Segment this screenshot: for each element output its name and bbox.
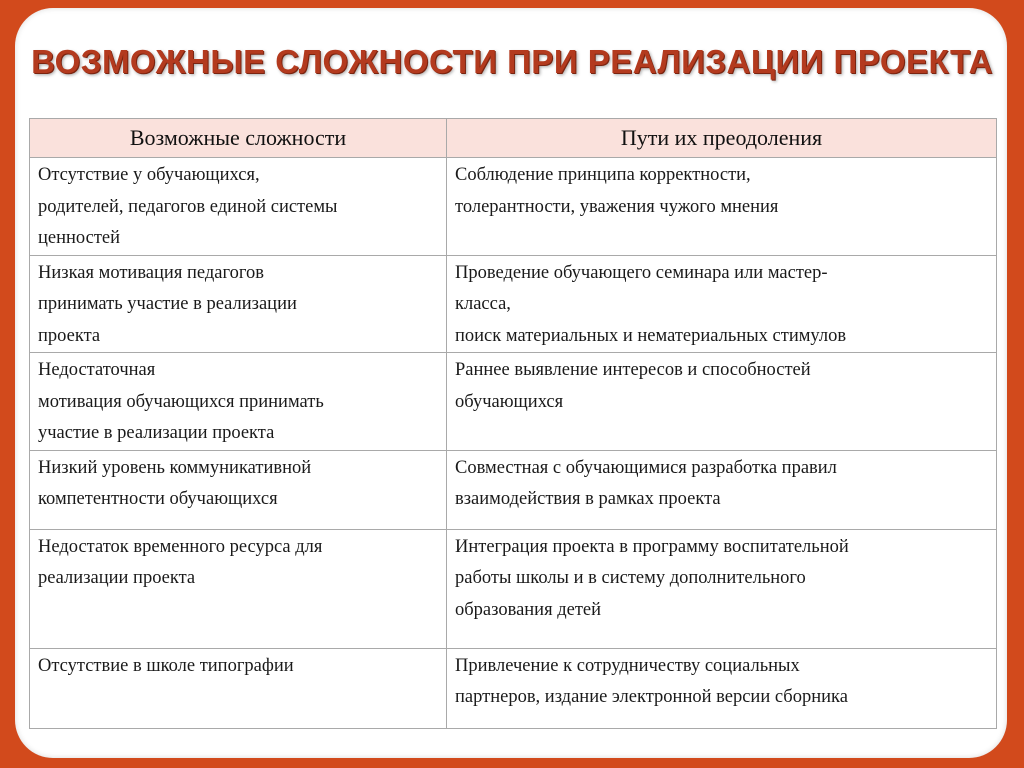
solution-cell: Проведение обучающего семинара или мастер- класса, поиск материальных и нематериальных стимулов xyxy=(447,255,997,353)
table-row xyxy=(30,450,997,529)
difficulty-cell: Низкий уровень коммуникативной компетентности обучающихся xyxy=(30,450,447,529)
solution-cell: Соблюдение принципа корректности, толерантности, уважения чужого мнения xyxy=(447,158,997,256)
table-row xyxy=(30,529,997,648)
solution-cell: Интеграция проекта в программу воспитательной работы школы и в систему дополнительного образования детей xyxy=(447,529,997,648)
difficulty-cell: Низкая мотивация педагогов принимать участие в реализации проекта xyxy=(30,255,447,353)
difficulty-cell: Отсутствие у обучающихся, родителей, педагогов единой системы ценностей xyxy=(30,158,447,256)
difficulty-cell: Недостаток временного ресурса для реализации проекта xyxy=(30,529,447,648)
page-title: ВОЗМОЖНЫЕ СЛОЖНОСТИ ПРИ РЕАЛИЗАЦИИ ПРОЕКТА xyxy=(31,43,993,80)
difficulties-table xyxy=(29,118,997,729)
table-row xyxy=(30,158,997,256)
solution-cell: Совместная с обучающимися разработка правил взаимодействия в рамках проекта xyxy=(447,450,997,529)
table-header-row xyxy=(30,119,997,158)
table-row xyxy=(30,648,997,728)
table-row xyxy=(30,353,997,451)
difficulty-cell: Недостаточная мотивация обучающихся принимать участие в реализации проекта xyxy=(30,353,447,451)
difficulty-cell: Отсутствие в школе типографии xyxy=(30,648,447,728)
column-header-solutions: Пути их преодоления xyxy=(447,119,997,158)
table-row xyxy=(30,255,997,353)
column-header-difficulties: Возможные сложности xyxy=(30,119,447,158)
solution-cell: Привлечение к сотрудничеству социальных партнеров, издание электронной версии сборника xyxy=(447,648,997,728)
solution-cell: Раннее выявление интересов и способностей обучающихся xyxy=(447,353,997,451)
